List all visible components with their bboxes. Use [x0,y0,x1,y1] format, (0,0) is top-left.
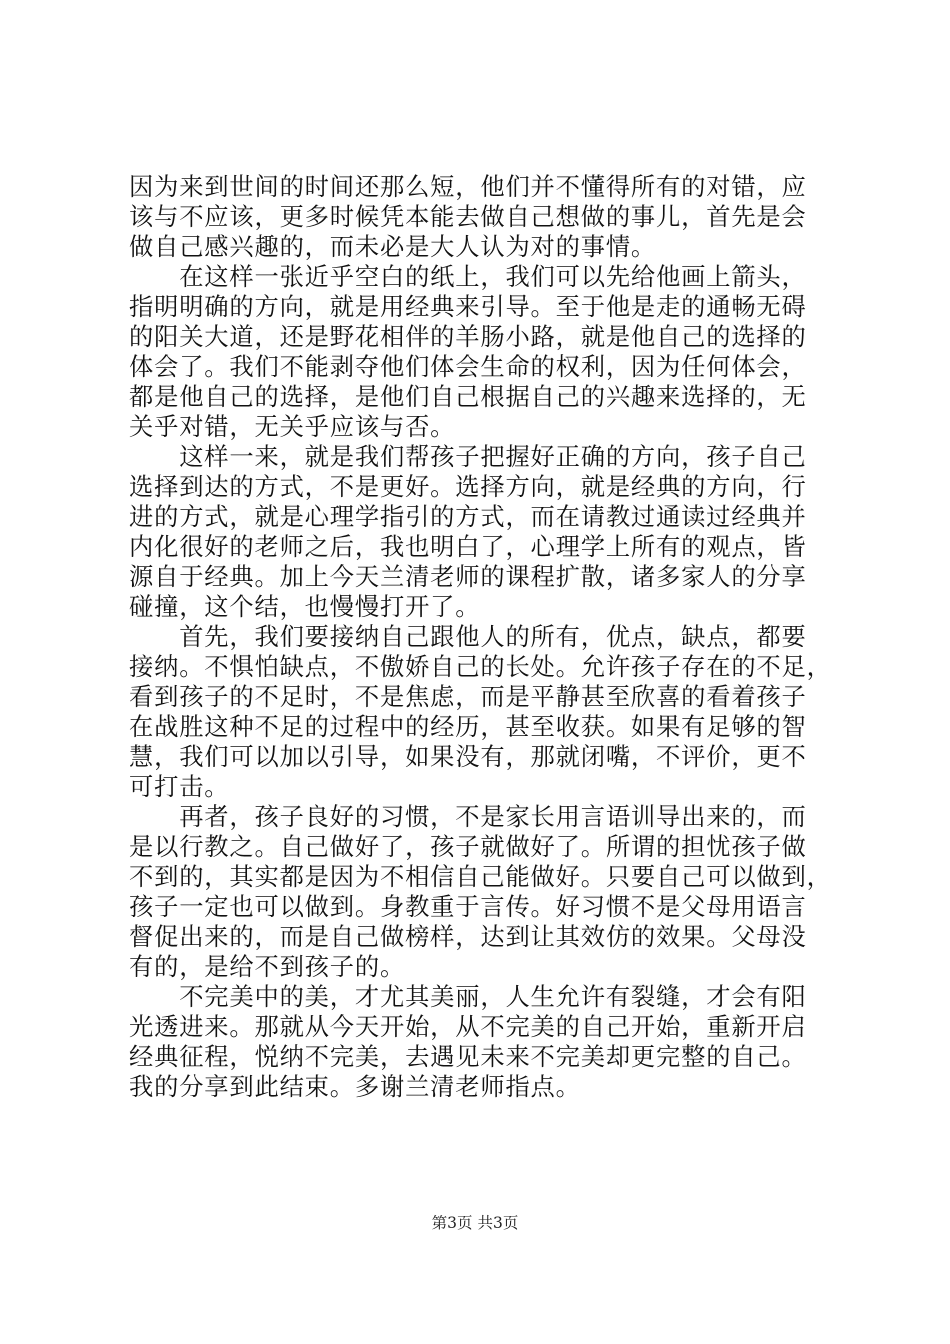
text-line: 看到孩子的不足时，不是焦虑，而是平静甚至欣喜的看着孩子 [129,682,807,711]
text-line: 的阳关大道，还是野花相伴的羊肠小路，就是他自己的选择的 [129,322,807,351]
text-line: 接纳。不惧怕缺点，不傲娇自己的长处。允许孩子存在的不足， [129,652,832,681]
text-line: 孩子一定也可以做到。身教重于言传。好习惯不是父母用语言 [129,892,807,921]
text-line: 源自于经典。加上今天兰清老师的课程扩散，诸多家人的分享 [129,562,807,591]
text-line: 因为来到世间的时间还那么短，他们并不懂得所有的对错，应 [129,172,807,201]
text-line: 可打击。 [129,772,230,801]
text-line: 指明明确的方向，就是用经典来引导。至于他是走的通畅无碍 [129,292,807,321]
text-line: 再者，孩子良好的习惯，不是家长用言语训导出来的，而 [129,802,807,831]
text-line: 有的，是给不到孩子的。 [129,952,406,981]
text-line: 不完美中的美，才尤其美丽，人生允许有裂缝，才会有阳 [129,982,807,1011]
text-line: 是以行教之。自己做好了，孩子就做好了。所谓的担忧孩子做 [129,832,807,861]
text-line: 碰撞，这个结，也慢慢打开了。 [129,592,481,621]
text-line: 做自己感兴趣的，而未必是大人认为对的事情。 [129,232,657,261]
text-line: 光透进来。那就从今天开始，从不完美的自己开始，重新开启 [129,1012,807,1041]
text-line: 这样一来，就是我们帮孩子把握好正确的方向，孩子自己 [129,442,807,471]
text-line: 在这样一张近乎空白的纸上，我们可以先给他画上箭头， [129,262,807,291]
text-line: 进的方式，就是心理学指引的方式，而在请教过通读过经典并 [129,502,807,531]
text-line: 慧，我们可以加以引导，如果没有，那就闭嘴，不评价，更不 [129,742,807,771]
text-line: 内化很好的老师之后，我也明白了，心理学上所有的观点，皆 [129,532,807,561]
text-line: 都是他自己的选择，是他们自己根据自己的兴趣来选择的，无 [129,382,807,411]
text-line: 关乎对错，无关乎应该与否。 [129,412,456,441]
body-text [129,172,832,1102]
page-footer: 第3页 共3页 [431,1214,519,1232]
text-line: 不到的，其实都是因为不相信自己能做好。只要自己可以做到， [129,862,832,891]
text-line: 该与不应该，更多时候凭本能去做自己想做的事儿，首先是会 [129,202,807,231]
text-line: 督促出来的，而是自己做榜样，达到让其效仿的效果。父母没 [129,922,807,951]
text-line: 我的分享到此结束。多谢兰清老师指点。 [129,1072,581,1101]
text-line: 体会了。我们不能剥夺他们体会生命的权利，因为任何体会， [129,352,807,381]
text-line: 选择到达的方式，不是更好。选择方向，就是经典的方向，行 [129,472,807,501]
text-line: 经典征程，悦纳不完美，去遇见未来不完美却更完整的自己。 [129,1042,807,1071]
text-line: 首先，我们要接纳自己跟他人的所有，优点，缺点，都要 [129,622,807,651]
text-line: 在战胜这种不足的过程中的经历，甚至收获。如果有足够的智 [129,712,807,741]
